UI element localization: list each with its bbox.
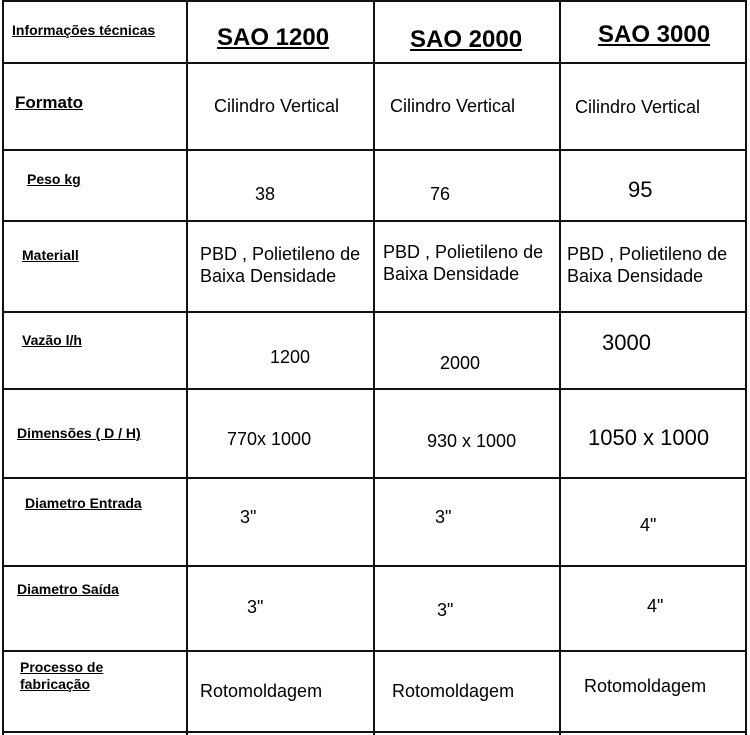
table-cell: 38 <box>255 184 276 204</box>
table-cell: Cilindro Vertical <box>214 96 340 116</box>
table-row-divider <box>2 565 747 567</box>
table-border-top <box>2 0 747 2</box>
column-header-sao-2000: SAO 2000 <box>410 26 523 53</box>
column-header-sao-3000: SAO 3000 <box>598 21 711 48</box>
table-divider-col3 <box>559 0 561 735</box>
table-cell: 4" <box>640 515 657 535</box>
table-row-divider <box>2 388 747 390</box>
row-label-dimensoes: Dimensões ( D / H) <box>17 425 141 441</box>
table-cell: 76 <box>430 184 451 204</box>
corner-label: Informações técnicas <box>12 22 156 38</box>
table-divider-col1 <box>186 0 188 735</box>
table-cell: 770x 1000 <box>227 429 312 449</box>
table-cell: 3" <box>435 507 452 527</box>
table-cell: Rotomoldagem <box>200 681 323 701</box>
table-row-divider <box>2 311 747 313</box>
table-cell: 1050 x 1000 <box>588 425 710 450</box>
row-label-diametro-entrada: Diametro Entrada <box>25 495 142 511</box>
table-cell: 4" <box>647 596 664 616</box>
table-cell: 95 <box>628 177 653 202</box>
table-cell: Cilindro Vertical <box>575 97 701 117</box>
table-cell: 2000 <box>440 353 481 373</box>
table-cell: 930 x 1000 <box>427 431 517 451</box>
table-cell: 1200 <box>270 347 311 367</box>
row-label-processo: Processo de fabricação <box>20 659 104 692</box>
table-cell: Rotomoldagem <box>584 676 707 696</box>
table-cell: 3" <box>240 507 257 527</box>
table-cell: 3" <box>437 600 454 620</box>
table-cell: 3000 <box>602 330 651 355</box>
table-divider-col2 <box>373 0 375 735</box>
row-label-diametro-saida: Diametro Saída <box>17 581 119 597</box>
table-cell: 3" <box>247 597 264 617</box>
table-row-divider <box>2 220 747 222</box>
row-label-material: Materiall <box>22 247 79 263</box>
column-header-sao-1200: SAO 1200 <box>217 24 330 51</box>
row-label-formato: Formato <box>15 93 83 112</box>
table-border-right <box>745 0 747 735</box>
table-cell: PBD , Polietileno de Baixa Densidade <box>200 244 361 286</box>
row-label-vazao: Vazão l/h <box>22 332 82 348</box>
table-cell: PBD , Polietileno de Baixa Densidade <box>383 242 544 284</box>
table-row-divider <box>2 62 747 64</box>
table-border-left <box>2 0 4 735</box>
table-border-bottom <box>2 731 747 733</box>
row-label-peso: Peso kg <box>27 171 81 187</box>
table-cell: Rotomoldagem <box>392 681 515 701</box>
table-cell: PBD , Polietileno de Baixa Densidade <box>567 244 728 286</box>
table-row-divider <box>2 477 747 479</box>
table-row-divider <box>2 149 747 151</box>
table-cell: Cilindro Vertical <box>390 96 516 116</box>
table-row-divider <box>2 650 747 652</box>
